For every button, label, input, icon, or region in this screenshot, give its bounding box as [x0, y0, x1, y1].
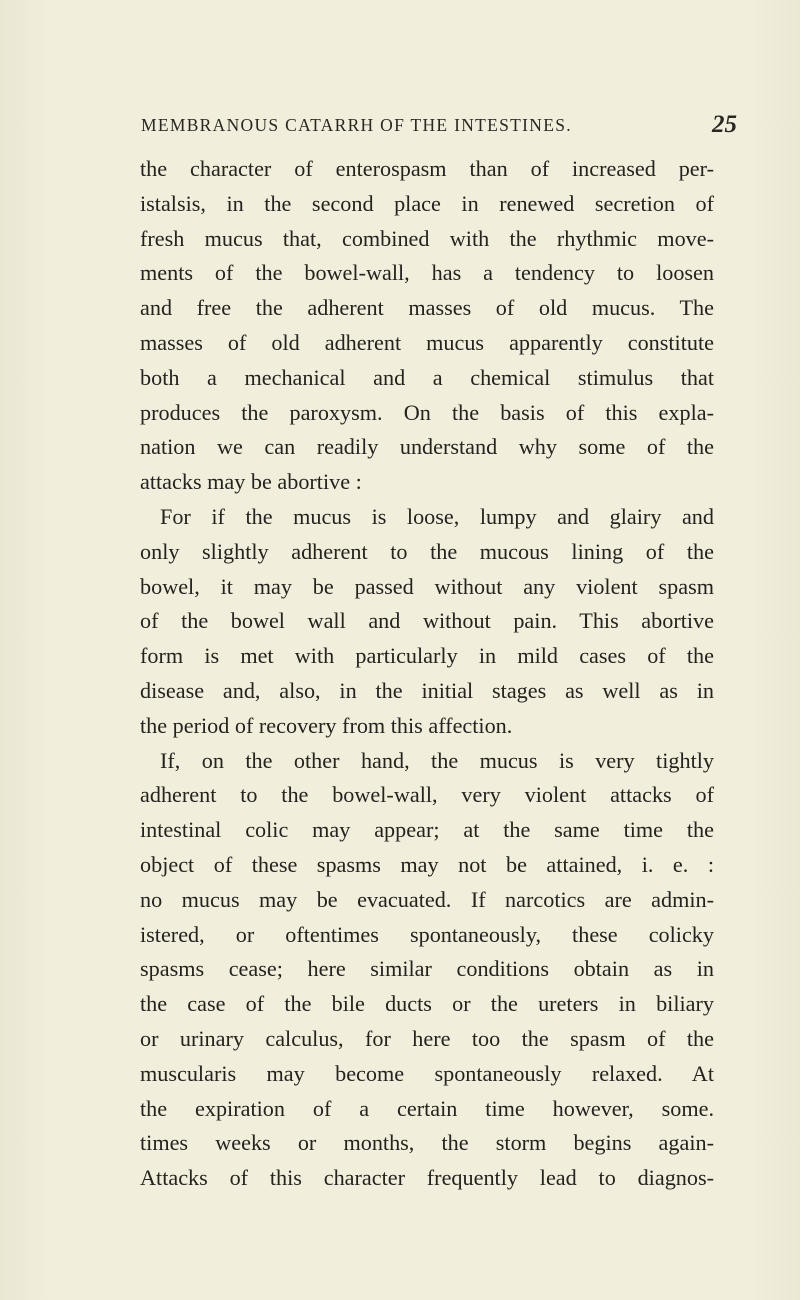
text-line: and free the adherent masses of old mucus. The [140, 295, 714, 321]
text-line: only slightly adherent to the mucous lining of the [140, 538, 714, 564]
text-line: both a mechanical and a chemical stimulus that [140, 364, 714, 390]
text-line: adherent to the bowel-wall, very violent attacks of [140, 782, 714, 808]
text-line: the character of enterospasm than of increased per- [140, 156, 714, 181]
text-line: fresh mucus that, combined with the rhythmic move- [140, 225, 714, 251]
text-line: istalsis, in the second place in renewed secretion of [140, 190, 714, 216]
text-line: If, on the other hand, the mucus is very tightly [160, 747, 714, 773]
text-line: the period of recovery from this affection. [140, 712, 513, 738]
text-line: bowel, it may be passed without any violent spasm [140, 573, 714, 599]
text-line: times weeks or months, the storm begins again- [140, 1130, 714, 1156]
text-line: Attacks of this character frequently lead to diagnos- [140, 1165, 714, 1191]
text-line: disease and, also, in the initial stages as well as in [140, 677, 714, 703]
text-line: nation we can readily understand why some of the [140, 434, 714, 460]
text-line: object of these spasms may not be attained, i. e. : [140, 851, 714, 877]
text-line: masses of old adherent mucus apparently constitute [140, 329, 714, 355]
text-line: the expiration of a certain time however, some. [140, 1095, 714, 1121]
text-line: For if the mucus is loose, lumpy and glairy and [160, 503, 714, 529]
running-title: MEMBRANOUS CATARRH OF THE INTESTINES. [141, 115, 572, 135]
text-line: or urinary calculus, for here too the spasm of the [140, 1025, 714, 1051]
text-line: intestinal colic may appear; at the same time the [140, 817, 714, 843]
text-line: produces the paroxysm. On the basis of this expla- [140, 399, 714, 425]
text-line: muscularis may become spontaneously relaxed. At [140, 1060, 714, 1086]
text-line: ments of the bowel-wall, has a tendency to loosen [140, 260, 714, 286]
text-line: attacks may be abortive : [140, 469, 362, 495]
page-header [141, 113, 737, 143]
text-line: istered, or oftentimes spontaneously, these colicky [140, 921, 714, 947]
text-line: the case of the bile ducts or the ureters in biliary [140, 991, 714, 1017]
text-line: spasms cease; here similar conditions obtain as in [140, 956, 714, 982]
page-number: 25 [712, 111, 737, 138]
text-line: no mucus may be evacuated. If narcotics are admin- [140, 886, 714, 912]
body-text [140, 152, 714, 1196]
text-line: form is met with particularly in mild cases of the [140, 643, 714, 669]
text-line: of the bowel wall and without pain. This abortive [140, 608, 714, 634]
